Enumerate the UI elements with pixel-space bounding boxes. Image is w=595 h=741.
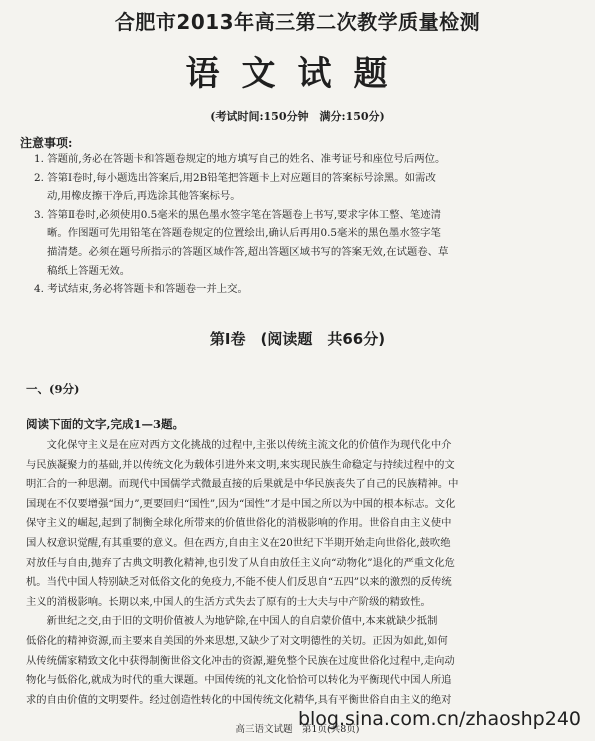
passage-line: 与民族凝聚力的基础,并以传统文化为载体引进外来文明,来实现民族生命稳定与持续过程中的文 [26,458,455,471]
passage-line: 国现在不仅要增强“国力”,更要回归“国性”,因为“国性”才是中国之所以为中国的根本标志。文化 [26,497,456,510]
notice-item [34,150,554,169]
notice-list [34,150,554,299]
notice-item-continuation: 晰。作图题可先用铅笔在答题卷规定的位置绘出,确认后再用0.5毫米的黑色墨水签字笔 [47,227,441,240]
notice-item [34,169,554,206]
reading-instruction: 阅读下面的文字,完成1—3题。 [26,417,185,431]
passage-line: 文化保守主义是在应对西方文化挑战的过程中,主张以传统主流文化的价值作为现代化中介 [26,439,452,451]
passage-line: 低俗化的精神资源,而主要来自美国的外来思想,又缺少了对文明德性的关切。正因为如此,如何 [26,634,448,647]
passage-line: 国人权意识觉醒,有其重要的意义。但在西方,自由主义在20世纪下半期开始走向世俗化,鼓吹绝 [26,536,451,549]
exam-title: 语文试题 [185,54,410,94]
passage-line: 求的自由价值的文明要件。经过创造性转化的中国传统文化精华,具有平衡世俗自由主义的绝对 [26,693,452,706]
notice-item-text: 4. 考试结束,务必将答题卡和答题卷一并上交。 [34,283,248,296]
passage-line: 从传统儒家精致文化中获得制衡世俗文化冲击的资源,避免整个民族在过度世俗化过程中,走向动 [26,654,455,667]
passage-line: 主义的消极影响。长期以来,中国人的生活方式失去了原有的士大夫与中产阶级的精致性。 [26,595,431,608]
notice-item-continuation: 动,用橡皮擦干净后,再选涂其他答案标号。 [47,190,241,203]
passage-line: 对放任与自由,抛弃了古典文明教化精神,也引发了从自由放任主义向“动物化”退化的严重文化危 [26,556,455,569]
passage-line: 物化与低俗化,就成为时代的重大课题。中国传统的礼文化恰恰可以转化为平衡现代中国人所追 [26,674,452,687]
notice-item-continuation: 稿纸上答题无效。 [47,264,131,277]
section-title: 第Ⅰ卷 (阅读题 共66分) [209,330,386,348]
notice-item-text: 2. 答第Ⅰ卷时,每小题选出答案后,用2B铅笔把答题卡上对应题目的答案标号涂黑。如需改 [34,171,436,184]
page-footer: 高三语文试题 第1页(共8页) [235,724,360,735]
notice-item-text: 1. 答题前,务必在答题卡和答题卷规定的地方填写自己的姓名、准考证号和座位号后两位。 [34,153,446,165]
exam-name: 合肥市2013年高三第二次教学质量检测 [114,10,481,34]
passage-line: 新世纪之交,由于旧的文明价值被人为地铲除,在中国人的自启蒙价值中,本来就缺少抵制 [26,615,438,628]
notice-item [34,206,554,280]
reading-passage [26,436,571,710]
notice-title: 注意事项: [20,136,73,150]
passage-line: 保守主义的崛起,起到了制衡全球化所带来的价值世俗化的消极影响的作用。世俗自由主义使中 [26,517,452,530]
passage-line: 明汇合的一种思潮。而现代中国儒学式微最直接的后果就是中华民族丧失了自己的民族精神。中 [26,478,459,491]
notice-item-continuation: 描清楚。必须在题号所指示的答题区域作答,超出答题区域书写的答案无效,在试题卷、草 [47,245,449,258]
exam-meta: (考试时间:150分钟 满分:150分) [210,110,385,123]
notice-item [34,280,554,299]
passage-line: 机。当代中国人特别缺乏对低俗文化的免疫力,不能不使人们反思自“五四”以来的激烈的反传统 [26,576,452,589]
notice-item-text: 3. 答第Ⅱ卷时,必须使用0.5毫米的黑色墨水签字笔在答题卷上书写,要求字体工整、笔迹清 [34,208,442,221]
watermark: blog.sina.com.cn/zhaoshp240 [297,708,581,730]
part-label: 一、(9分) [26,382,80,396]
